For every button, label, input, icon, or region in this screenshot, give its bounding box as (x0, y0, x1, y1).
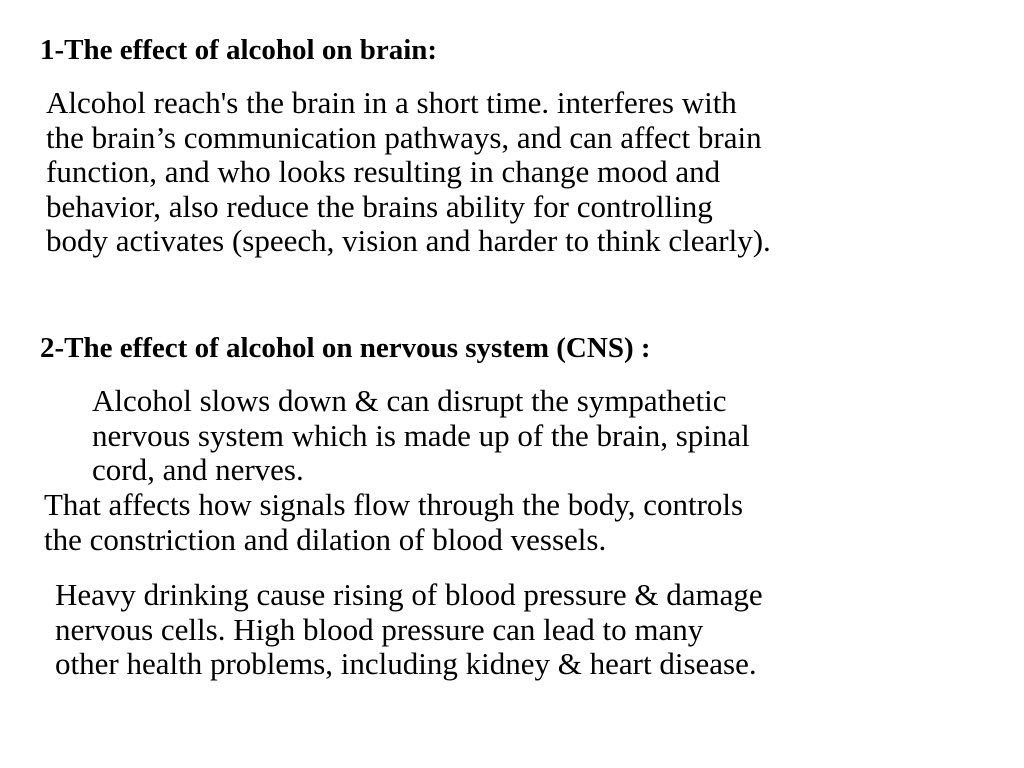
text-line: body activates (speech, vision and harder to think clearly). (46, 223, 771, 258)
paragraph-nervous-system-slowdown (92, 384, 750, 488)
text-line: the constriction and dilation of blood vessels. (44, 521, 607, 557)
text-line: other health problems, including kidney & heart disease. (55, 646, 757, 681)
text-line: function, and who looks resulting in change mood and (46, 154, 721, 189)
text-line: nervous cells. High blood pressure can lead to many (55, 611, 704, 647)
text-line: the brain’s communication pathways, and can affect brain (46, 119, 762, 155)
paragraph-signal-flow (44, 488, 743, 557)
text-line: Heavy drinking cause rising of blood pressure & damage (55, 577, 763, 612)
heading-nervous-system-effect: 2-The effect of alcohol on nervous system (CNS) : (40, 332, 651, 364)
heading-brain-effect: 1-The effect of alcohol on brain: (40, 34, 438, 66)
text-line: Alcohol slows down & can disrupt the sympathetic (92, 383, 727, 418)
text-line: behavior, also reduce the brains ability for controlling (46, 188, 713, 224)
paragraph-brain-effect (46, 86, 771, 259)
text-line: nervous system which is made up of the brain, spinal (92, 417, 750, 453)
text-line: Alcohol reach's the brain in a short time. interferes with (46, 85, 737, 120)
paragraph-heavy-drinking (55, 578, 763, 682)
text-line: cord, and nerves. (92, 452, 304, 487)
text-line: That affects how signals flow through the body, controls (44, 487, 744, 522)
